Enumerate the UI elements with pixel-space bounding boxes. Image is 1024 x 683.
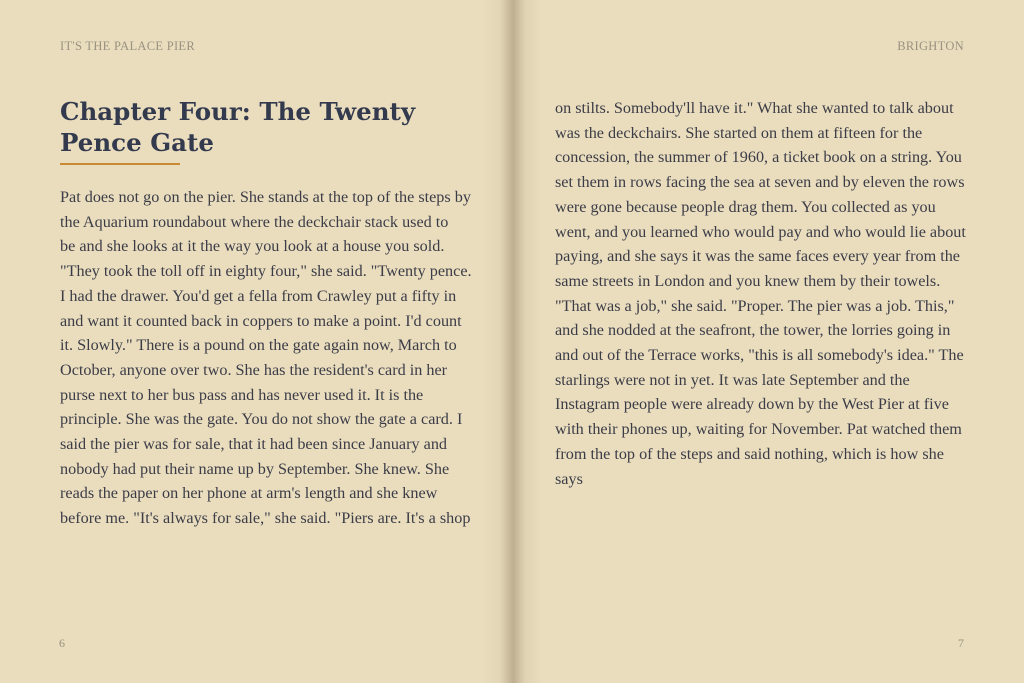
right-page (512, 0, 1024, 683)
running-head-left: IT'S THE PALACE PIER (60, 39, 196, 53)
page-number-left: 6 (59, 636, 65, 650)
page-number-right: 7 (958, 636, 964, 650)
running-head-right: BRIGHTON (897, 39, 964, 53)
title-underline-rule (60, 163, 180, 165)
chapter-title: Chapter Four: The Twenty Pence Gate (60, 97, 416, 157)
body-text-left: Pat does not go on the pier. She stands at the top of the steps by the Aquarium roundabout where the deckchair stack used to be and she looks at it the way you look at a house you sold. "They took the toll off in eighty four," she said. "Twenty pence. I had the drawer. You'd get a fella from Crawley put a fifty in and want it counted back in coppers to make a point. I'd count it. Slowly." There is a pound on the gate again now, March to October, anyone over two. She has the resident's card in her purse next to her bus pass and has never used it. It is the principle. She was the gate. You do not show the gate a card. I said the pier was for sale, that it had been since January and nobody had put their name up by September. She knew. She reads the paper on her phone at arm's length and she knew before me. "It's always for sale," she said. "Piers are. It's a shop (60, 188, 472, 528)
body-text-right: on stilts. Somebody'll have it." What she wanted to talk about was the deckchairs. She started on them at fifteen for the concession, the summer of 1960, a ticket book on a string. You set them in rows facing the sea at seven and by eleven the rows were gone because people drag them. You collected as you went, and you learned who would pay and who would lie about paying, and she says it was the same faces every year from the same streets in London and you knew them by their towels. "That was a job," she said. "Proper. The pier was a job. This," and she nodded at the seafront, the tower, the lorries going in and out of the Terrace works, "this is all somebody's idea." The starlings were not in yet. It was late September and the Instagram people were already down by the West Pier at five with their phones up, waiting for November. Pat watched them from the top of the steps and said nothing, which is how she says (555, 99, 966, 488)
